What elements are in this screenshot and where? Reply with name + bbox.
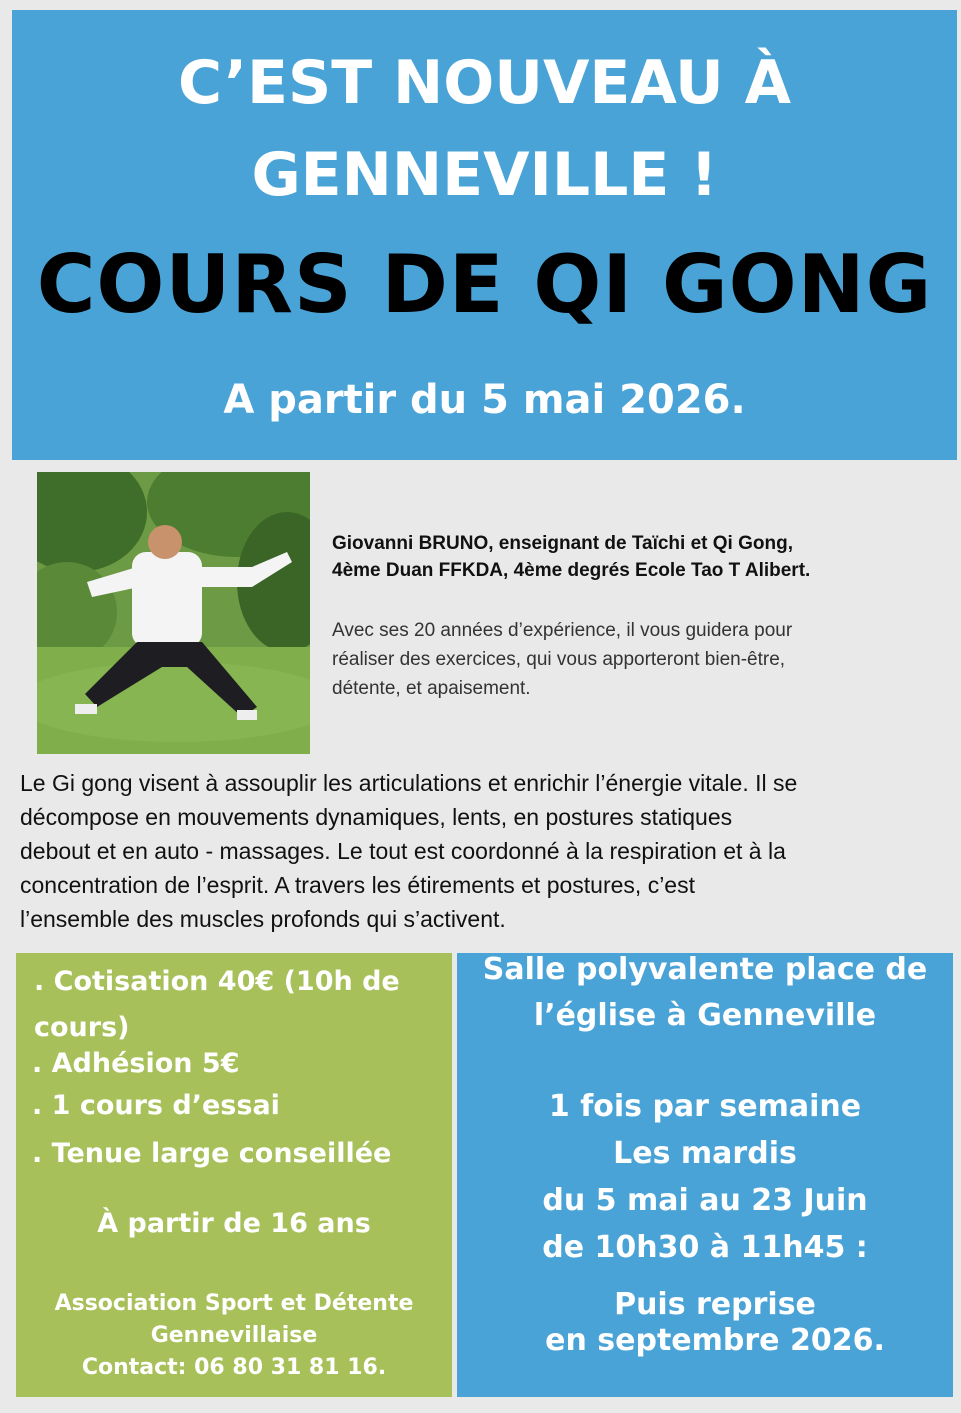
resume-info: [467, 1287, 961, 1359]
schedule-panel: [457, 953, 953, 1397]
qigong-description: [20, 766, 950, 936]
headline-line-2: GENNEVILLE !: [251, 140, 718, 210]
date-range: du 5 mai au 23 Juin: [542, 1183, 868, 1218]
experience-line-3: détente, et apaisement.: [332, 678, 531, 699]
pricing-item-cotisation: . Cotisation 40€ (10h de cours): [34, 966, 400, 1043]
description-line: décompose en mouvements dynamiques, lents, en postures statiques: [20, 804, 733, 830]
pricing-item-adhesion: . Adhésion 5€: [32, 1048, 240, 1079]
start-date: A partir du 5 mai 2026.: [223, 377, 746, 423]
main-title: COURS DE QI GONG: [36, 238, 933, 331]
association-name-line-2: Gennevillaise: [150, 1323, 318, 1348]
resume-line-2: en septembre 2026.: [545, 1323, 885, 1358]
credentials-line-2: 4ème Duan FFKDA, 4ème degrés Ecole Tao T Alibert.: [332, 560, 811, 581]
venue-line-1: Salle polyvalente place de: [482, 952, 928, 987]
credentials-line-1: Giovanni BRUNO, enseignant de Taïchi et Qi Gong,: [332, 533, 793, 554]
frequency: 1 fois par semaine: [548, 1089, 862, 1124]
description-line: debout et en auto - massages. Le tout est coordonné à la respiration et à la: [20, 838, 786, 864]
description-line: concentration de l’esprit. A travers les étirements et postures, c’est: [20, 872, 695, 898]
venue: [457, 947, 953, 1039]
association-name-line-1: Association Sport et Détente: [54, 1291, 414, 1316]
association-info: [16, 1288, 452, 1384]
headline-line-1: C’EST NOUVEAU À: [177, 48, 792, 118]
description-line: Le Gi gong visent à assouplir les articulations et enrichir l’énergie vitale. Il se: [20, 770, 798, 796]
contact-phone: Contact: 06 80 31 81 16.: [81, 1355, 387, 1380]
description-line: l’ensemble des muscles profonds qui s’activent.: [20, 906, 506, 932]
teacher-credentials: [332, 530, 952, 584]
teacher-photo: [37, 472, 310, 754]
pricing-item-trial: . 1 cours d’essai: [32, 1090, 280, 1121]
venue-line-2: l’église à Genneville: [533, 998, 877, 1033]
header-banner: [12, 10, 957, 460]
experience-line-2: réaliser des exercices, qui vous apporteront bien-être,: [332, 649, 786, 670]
experience-line-1: Avec ses 20 années d’expérience, il vous guidera pour: [332, 620, 793, 641]
age-requirement: À partir de 16 ans: [97, 1208, 371, 1239]
resume-line-1: Puis reprise: [614, 1287, 816, 1322]
pricing-item-clothing: . Tenue large conseillée: [32, 1138, 392, 1169]
pricing-panel: [16, 953, 452, 1397]
teacher-experience: [332, 616, 947, 703]
time-slot: de 10h30 à 11h45 :: [542, 1230, 868, 1265]
weekday: Les mardis: [613, 1136, 797, 1171]
